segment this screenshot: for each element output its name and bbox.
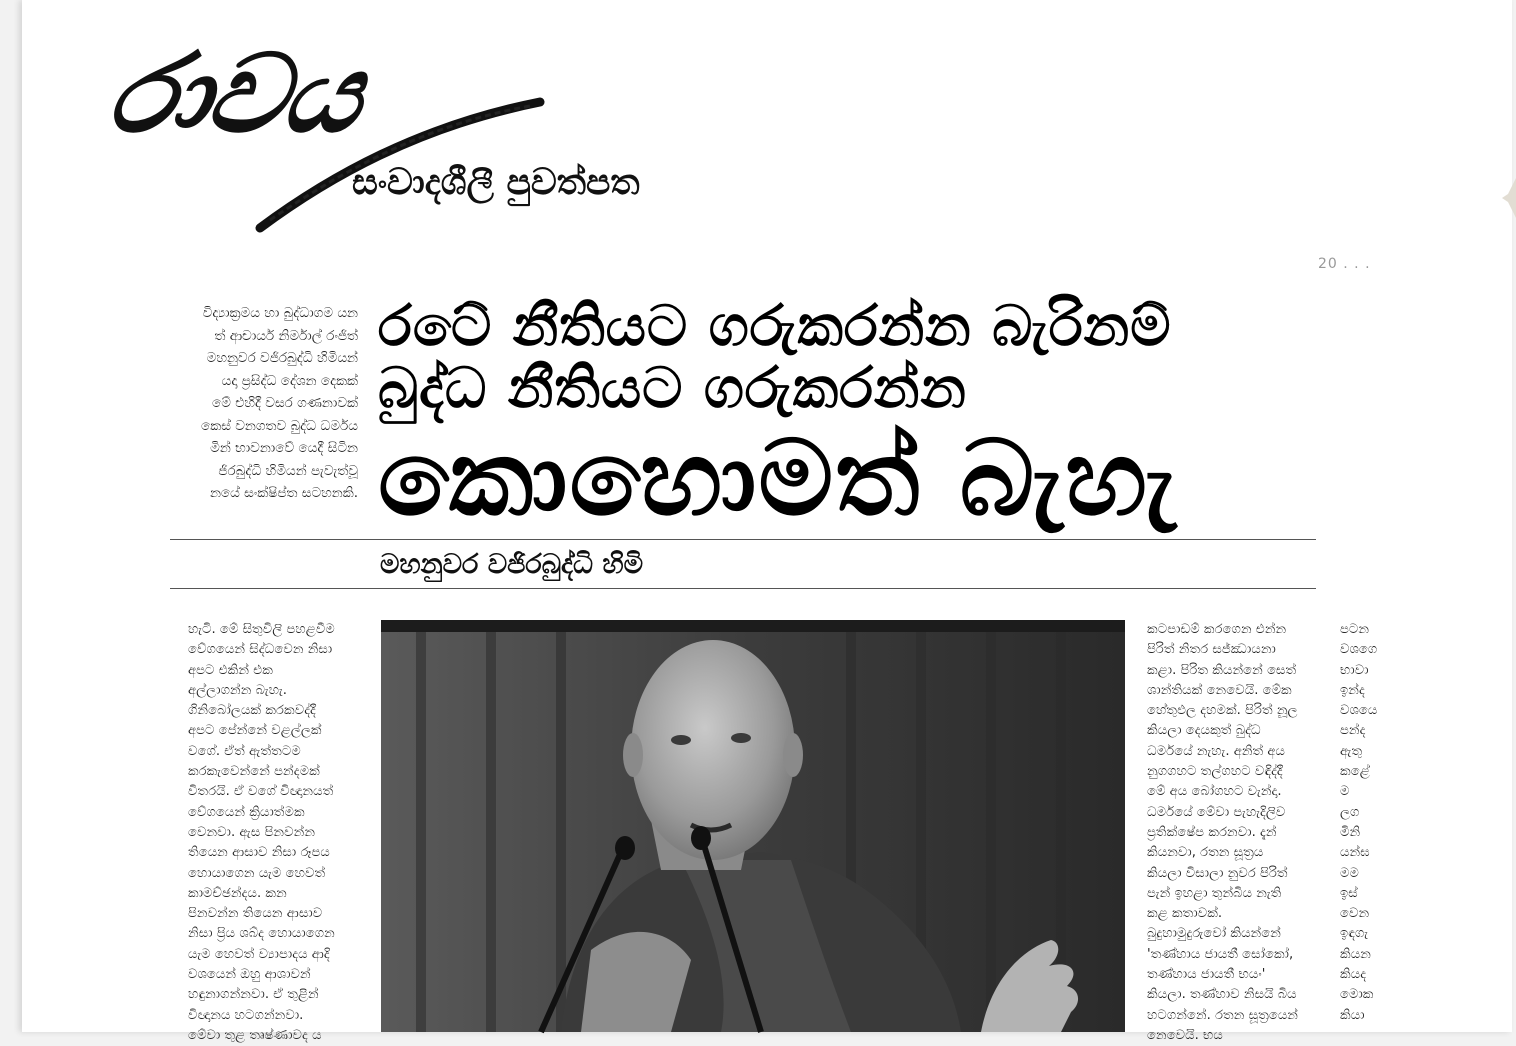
- body-column-left: [188, 620, 356, 1043]
- body-line: ඇතු: [1340, 743, 1363, 759]
- body-line: කියා: [1340, 1007, 1365, 1023]
- body-line: විඥානය හටගන්නවා.: [188, 1007, 304, 1023]
- body-line: ඉන්ද: [1340, 682, 1365, 698]
- body-line: පැන් ඉහළා තුන්බිය නැති: [1147, 885, 1282, 901]
- masthead-tagline: සංවාදශීලී පුවත්පත: [352, 162, 640, 203]
- body-line: හේතුඵල දහමක්. පිරිත් නූල: [1147, 703, 1298, 719]
- body-line: වෙන: [1340, 906, 1370, 922]
- body-line: මම: [1340, 865, 1359, 881]
- article-headline: [378, 294, 1328, 539]
- article-byline: මහනුවර වජිරබුද්ධි හිමි: [380, 549, 644, 580]
- body-line: පන්ද: [1340, 723, 1366, 739]
- body-line: ඉඳගැ: [1340, 926, 1369, 942]
- body-line: අපට පේන්නේ වළල්ලක්: [188, 723, 322, 739]
- body-line: කරකැවෙන්නේ පන්දමක්: [188, 764, 320, 780]
- body-line: වේගයෙන් ක්‍රියාත්මක: [188, 804, 305, 820]
- body-line: නෙවෙයි. භය: [1147, 1027, 1223, 1043]
- body-line: පිරිත් නිතර සජ්ඣායනා: [1147, 642, 1276, 658]
- body-line: වශගෙ: [1340, 642, 1378, 658]
- body-line: මේ අය බෝගහට වැන්දා.: [1147, 784, 1282, 800]
- intro-line: විද්‍යාක්‍රමය හා බුද්ධාගම යන: [202, 305, 358, 321]
- body-line: කියද: [1340, 967, 1367, 983]
- body-line: කළ කතාවක්.: [1147, 906, 1223, 922]
- body-line: තණ්හාය ජායතී භයං': [1147, 967, 1266, 983]
- body-line: ප්‍රතික්ෂේප කරනවා. දැන්: [1147, 824, 1277, 840]
- headline-line-2: බුද්ධ නීතියට ගරුකරන්න: [378, 356, 967, 421]
- body-line: හැටි. මේ සිතුවිලි පහළවීම: [188, 622, 335, 637]
- body-line: වෙනවා. ඇස පිනවන්න: [188, 824, 316, 840]
- body-line: මිනි: [1340, 824, 1361, 840]
- body-line: බුදුහාමුදුරුවෝ කියන්නේ: [1147, 926, 1281, 942]
- body-line: මේවා තුළ තෘෂ්ණාවද ය: [188, 1027, 322, 1043]
- intro-line: මින් භාවනාවේ යෙදී සිටින: [210, 440, 358, 456]
- body-line: කියලා. තණ්හාව නිසයි බිය: [1147, 987, 1297, 1003]
- body-line: පිනවන්න තියෙන ආසාව: [188, 906, 323, 922]
- body-line: කාමච්ඡන්දය. කන: [188, 885, 287, 901]
- intro-line: යදා ප්‍රසිද්ධ දේශන දෙකක්: [221, 372, 358, 389]
- body-line: වගේ. ඒත් ඇත්තටම: [188, 743, 301, 759]
- intro-line: මහනුවර වජිරබුද්ධි හිමියන්: [206, 350, 358, 366]
- body-line: ගිනිබෝලයක් කරකවද්දී: [188, 703, 316, 719]
- body-line: කියනවා, රතන සූත්‍රය: [1147, 845, 1264, 861]
- masthead-logo: රාවය: [98, 31, 372, 157]
- article-intro: [168, 302, 358, 505]
- body-line: අපට එකින් එක: [188, 662, 273, 678]
- body-line: ම: [1340, 784, 1350, 800]
- body-line: කියලා දෙයකුත් බුද්ධ: [1147, 723, 1261, 739]
- body-line: කටපාඩම් කරගෙන එන්න: [1147, 622, 1287, 637]
- body-line: විතරයි. ඒ වගේ විඥානයත්: [188, 784, 334, 800]
- body-line: පටන: [1340, 622, 1370, 637]
- body-line: කියන: [1340, 946, 1371, 962]
- body-line: නිසා ප්‍රිය ශබ්ද හොයාගෙන: [188, 926, 335, 942]
- headline-line-3: කොහොමත් බැහැ: [378, 417, 1179, 539]
- body-line: මොක: [1340, 987, 1374, 1003]
- intro-line: ත් ආචාර්ය නිර්මාල් රංජිත්: [214, 327, 358, 344]
- body-line: යැම හෙවත් ව්‍යාපාදය ආදි: [188, 946, 330, 962]
- body-line: අල්ලාගන්න බැහැ.: [188, 682, 287, 698]
- body-line: නුගගහට තල්ගහට වඳිද්දී: [1147, 764, 1283, 780]
- body-line: ධර්මයේ මේවා පැහැදිලිව: [1147, 804, 1286, 820]
- body-line: හටගන්නේ. රතන සූත්‍රයෙන්: [1147, 1007, 1299, 1023]
- intro-line: කෙස් වනගතව බුද්ධ ධර්මය: [201, 417, 358, 434]
- body-line: හොයාගෙන යැම හෙවත්: [188, 865, 326, 881]
- body-line: 'තණ්හාය ජායතී සෝකෝ,: [1147, 946, 1294, 962]
- page-number: 20 . . .: [1318, 256, 1371, 272]
- body-line: කියලා විසාලා නුවර පිරිත්: [1147, 865, 1288, 881]
- body-column-right: [1147, 620, 1317, 1043]
- body-line: භාවා: [1340, 662, 1369, 678]
- body-line: ලග: [1340, 804, 1360, 820]
- body-column-edge: [1340, 620, 1376, 1032]
- headline-line-1: රටේ නීතියට ගරුකරන්න බැරිනම්: [378, 294, 1172, 359]
- body-line: ඉස්: [1340, 885, 1358, 901]
- body-line: තියෙන ආසාව නිසා රූපය: [188, 845, 330, 861]
- intro-line: ජිරබුද්ධි හිමියන් පැවැත්වූ: [218, 462, 358, 479]
- body-line: වශයෙන් ඔහු ආශාවන්: [188, 967, 311, 983]
- divider-rule: [170, 539, 1316, 540]
- star-icon: [1502, 178, 1516, 218]
- body-line: හඳුනාගන්නවා. ඒ තුළින්: [188, 987, 319, 1003]
- body-line: වශයෙ: [1340, 703, 1378, 719]
- body-line: ධර්මයේ නැහැ. අනිත් අය: [1147, 743, 1286, 759]
- body-line: ශාන්තියක් නෙවෙයි. මේක: [1147, 682, 1292, 698]
- body-line: යන්ඝ: [1340, 845, 1370, 861]
- intro-line: නයේ සංක්ෂිප්ත සටහනකි.: [209, 485, 358, 501]
- body-line: වේගයෙන් සිද්ධවෙන නිසා: [188, 642, 333, 658]
- divider-rule: [170, 588, 1316, 589]
- article-photo: [381, 620, 1125, 1032]
- intro-line: මේ එහිදී වසර ගණනාවක්: [212, 395, 358, 411]
- body-line: කළා. පිරිත කියන්නේ සෙත්: [1147, 662, 1297, 678]
- body-line: කළේ: [1340, 764, 1370, 780]
